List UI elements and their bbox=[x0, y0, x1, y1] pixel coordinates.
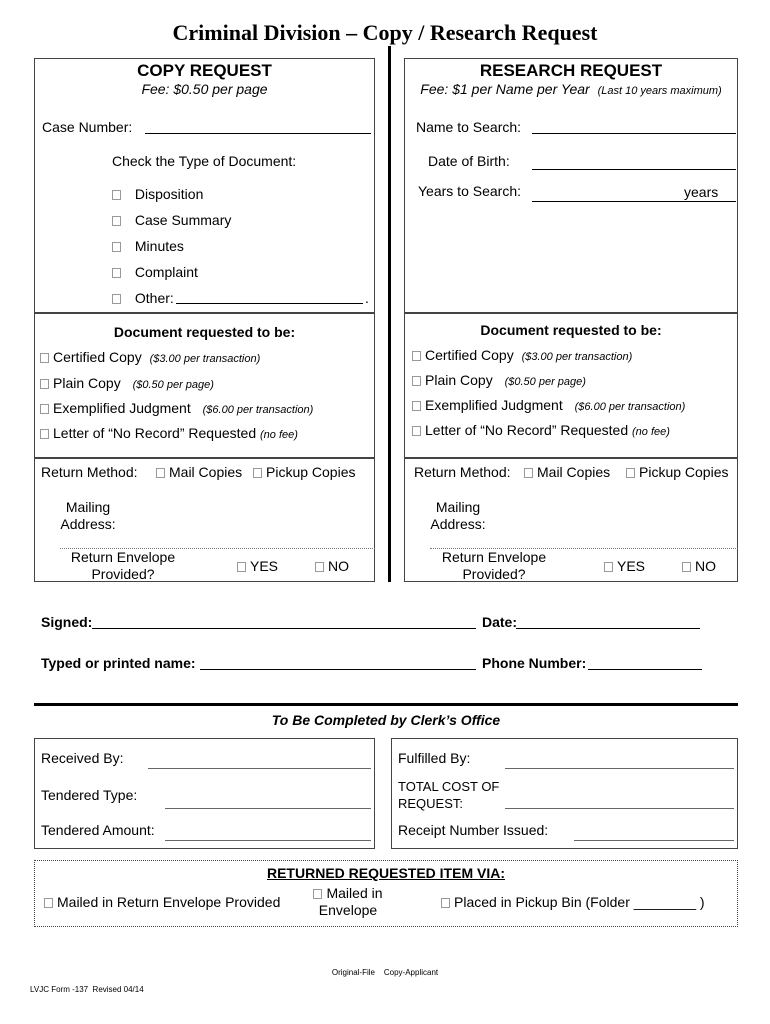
check-type-label: Check the Type of Document: bbox=[112, 153, 297, 169]
other-field[interactable] bbox=[176, 303, 363, 304]
doc-type-label: Other: bbox=[134, 290, 174, 306]
years-unit: years bbox=[684, 184, 719, 200]
option-label: Placed in Pickup Bin (Folder ________ ) bbox=[454, 894, 705, 910]
copy-fee: Fee: $0.50 per page bbox=[141, 81, 268, 97]
research-envelope-label bbox=[433, 549, 555, 583]
option-note: ($3.00 per transaction) bbox=[521, 351, 633, 363]
return-mail-option[interactable] bbox=[156, 464, 242, 480]
date-of-birth-label: Date of Birth: bbox=[428, 153, 510, 169]
checkbox-icon[interactable] bbox=[604, 562, 613, 572]
envelope-no-option[interactable] bbox=[315, 558, 349, 574]
return-method-label: Return Method: bbox=[41, 464, 138, 480]
envelope-label-line2: Provided? bbox=[91, 566, 155, 582]
date-field[interactable] bbox=[516, 628, 700, 629]
fulfilled-by-field[interactable] bbox=[505, 768, 734, 769]
total-cost-line1: TOTAL COST OF bbox=[398, 779, 500, 794]
phone-number-field[interactable] bbox=[588, 669, 702, 670]
received-by-label: Received By: bbox=[41, 750, 124, 766]
option-note: ($0.50 per page) bbox=[132, 379, 214, 391]
option-note: ($6.00 per transaction) bbox=[202, 404, 314, 416]
tendered-type-field[interactable] bbox=[165, 808, 371, 809]
research-return-method-label: Return Method: bbox=[414, 464, 511, 480]
tendered-type-label: Tendered Type: bbox=[41, 787, 138, 803]
checkbox-icon[interactable] bbox=[412, 376, 421, 386]
doc-type-disposition[interactable] bbox=[112, 186, 203, 202]
mailing-label-line2: Address: bbox=[430, 516, 486, 532]
years-to-search-field[interactable] bbox=[532, 201, 736, 202]
research-no-record-option[interactable] bbox=[412, 422, 670, 438]
mailing-address-label bbox=[52, 499, 124, 533]
research-envelope-yes-option[interactable] bbox=[604, 558, 645, 574]
checkbox-icon[interactable] bbox=[112, 216, 121, 226]
option-label: Mailed in bbox=[326, 885, 383, 901]
other-dot: . bbox=[365, 290, 369, 306]
fulfilled-by-label: Fulfilled By: bbox=[398, 750, 471, 766]
doc-type-complaint[interactable] bbox=[112, 264, 198, 280]
mailing-label-line2: Address: bbox=[60, 516, 116, 532]
footer-form-number: LVJC Form -137 Revised 04/14 bbox=[30, 985, 144, 994]
option-label: Pickup Copies bbox=[266, 464, 356, 480]
checkbox-icon[interactable] bbox=[412, 351, 421, 361]
total-cost-field[interactable] bbox=[505, 808, 734, 809]
research-exemplified-option[interactable] bbox=[412, 397, 685, 413]
checkbox-icon[interactable] bbox=[412, 426, 421, 436]
option-note: ($6.00 per transaction) bbox=[574, 401, 686, 413]
checkbox-icon[interactable] bbox=[253, 468, 262, 478]
envelope-label-line1: Return Envelope bbox=[70, 549, 176, 565]
tendered-amount-label: Tendered Amount: bbox=[41, 822, 155, 838]
research-request-heading: RESEARCH REQUEST bbox=[479, 61, 663, 80]
option-note: ($3.00 per transaction) bbox=[149, 353, 261, 365]
option-label: Exemplified Judgment bbox=[53, 400, 191, 416]
total-cost-line2: REQUEST: bbox=[398, 796, 464, 811]
research-requested-heading: Document requested to be: bbox=[480, 322, 662, 338]
checkbox-icon[interactable] bbox=[112, 268, 121, 278]
checkbox-icon[interactable] bbox=[412, 401, 421, 411]
option-label: Letter of “No Record” Requested bbox=[53, 425, 257, 441]
checkbox-icon[interactable] bbox=[112, 242, 121, 252]
research-return-mail-option[interactable] bbox=[524, 464, 610, 480]
mailing-label-line1: Mailing bbox=[435, 499, 481, 515]
mailed-in-envelope-option[interactable] bbox=[310, 885, 386, 919]
option-label: Plain Copy bbox=[425, 372, 493, 388]
signed-label: Signed: bbox=[41, 614, 93, 630]
mailed-return-envelope-option[interactable] bbox=[44, 894, 280, 910]
copy-request-heading: COPY REQUEST bbox=[137, 61, 272, 80]
doc-type-minutes[interactable] bbox=[112, 238, 184, 254]
total-cost-label bbox=[398, 778, 499, 812]
receipt-number-label: Receipt Number Issued: bbox=[398, 822, 549, 838]
option-note: (no fee) bbox=[260, 429, 298, 441]
clerk-heading: To Be Completed by Clerk’s Office bbox=[271, 712, 501, 728]
copy-certified-option[interactable] bbox=[40, 349, 260, 365]
doc-type-label: Case Summary bbox=[134, 212, 232, 228]
research-mailing-address-label bbox=[422, 499, 494, 533]
option-label: Exemplified Judgment bbox=[425, 397, 563, 413]
research-fee bbox=[404, 81, 738, 97]
option-note: (no fee) bbox=[632, 426, 670, 438]
doc-type-other[interactable] bbox=[112, 290, 174, 306]
option-label: Mail Copies bbox=[537, 464, 611, 480]
option-label: Letter of “No Record” Requested bbox=[425, 422, 629, 438]
copy-requested-heading: Document requested to be: bbox=[113, 324, 296, 340]
envelope-label-line2: Provided? bbox=[462, 566, 526, 582]
research-plain-option[interactable] bbox=[412, 372, 586, 388]
case-number-label: Case Number: bbox=[42, 119, 133, 135]
pickup-bin-option[interactable] bbox=[441, 894, 705, 910]
typed-name-label: Typed or printed name: bbox=[41, 655, 196, 671]
checkbox-icon[interactable] bbox=[44, 898, 53, 908]
returned-via-heading: RETURNED REQUESTED ITEM VIA: bbox=[266, 865, 505, 881]
envelope-label-line1: Return Envelope bbox=[441, 549, 547, 565]
footer-copies: Original-File Copy-Applicant bbox=[331, 968, 439, 977]
envelope-yes-option[interactable] bbox=[237, 558, 278, 574]
option-label: YES bbox=[250, 558, 279, 574]
option-label: Mail Copies bbox=[169, 464, 243, 480]
received-by-field[interactable] bbox=[148, 768, 371, 769]
return-pickup-option[interactable] bbox=[253, 464, 356, 480]
doc-type-case-summary[interactable] bbox=[112, 212, 231, 228]
receipt-number-field[interactable] bbox=[574, 840, 734, 841]
checkbox-icon[interactable] bbox=[40, 353, 49, 363]
tendered-amount-field[interactable] bbox=[165, 840, 371, 841]
option-label: Plain Copy bbox=[53, 375, 121, 391]
option-label: YES bbox=[617, 558, 646, 574]
name-to-search-label: Name to Search: bbox=[416, 119, 522, 135]
checkbox-icon[interactable] bbox=[112, 190, 121, 200]
checkbox-icon[interactable] bbox=[315, 562, 324, 572]
envelope-label bbox=[62, 549, 184, 583]
date-label: Date: bbox=[482, 614, 518, 630]
center-divider bbox=[388, 46, 391, 582]
option-label: Certified Copy bbox=[53, 349, 142, 365]
option-label: Mailed in Return Envelope Provided bbox=[57, 894, 281, 910]
copy-plain-option[interactable] bbox=[40, 375, 214, 391]
option-note: ($0.50 per page) bbox=[504, 376, 586, 388]
phone-number-label: Phone Number: bbox=[482, 655, 587, 671]
checkbox-icon[interactable] bbox=[313, 889, 322, 899]
date-of-birth-field[interactable] bbox=[532, 169, 736, 170]
option-label: NO bbox=[328, 558, 349, 574]
option-label: NO bbox=[695, 558, 716, 574]
research-envelope-no-option[interactable] bbox=[682, 558, 716, 574]
years-to-search-label: Years to Search: bbox=[418, 183, 521, 199]
case-number-field[interactable] bbox=[145, 133, 371, 134]
checkbox-icon[interactable] bbox=[441, 898, 450, 908]
option-label-line2: Envelope bbox=[318, 902, 378, 918]
copy-exemplified-option[interactable] bbox=[40, 400, 313, 416]
option-label: Certified Copy bbox=[425, 347, 514, 363]
doc-type-label: Disposition bbox=[134, 186, 204, 202]
checkbox-icon[interactable] bbox=[112, 294, 121, 304]
checkbox-icon[interactable] bbox=[524, 468, 533, 478]
checkbox-icon[interactable] bbox=[237, 562, 246, 572]
typed-name-field[interactable] bbox=[200, 669, 476, 670]
form-title: Criminal Division – Copy / Research Request bbox=[172, 20, 598, 45]
research-fee-note: (Last 10 years maximum) bbox=[597, 85, 722, 97]
checkbox-icon[interactable] bbox=[40, 404, 49, 414]
doc-type-label: Complaint bbox=[134, 264, 198, 280]
checkbox-icon[interactable] bbox=[156, 468, 165, 478]
research-certified-option[interactable] bbox=[412, 347, 632, 363]
checkbox-icon[interactable] bbox=[626, 468, 635, 478]
research-return-pickup-option[interactable] bbox=[626, 464, 729, 480]
clerk-separator bbox=[34, 703, 738, 706]
doc-type-label: Minutes bbox=[134, 238, 184, 254]
copy-no-record-option[interactable] bbox=[40, 425, 298, 441]
checkbox-icon[interactable] bbox=[682, 562, 691, 572]
research-fee-text: Fee: $1 per Name per Year bbox=[420, 81, 590, 97]
signed-field[interactable] bbox=[92, 628, 476, 629]
checkbox-icon[interactable] bbox=[40, 429, 49, 439]
name-to-search-field[interactable] bbox=[532, 133, 736, 134]
option-label: Pickup Copies bbox=[639, 464, 729, 480]
checkbox-icon[interactable] bbox=[40, 379, 49, 389]
mailing-label-line1: Mailing bbox=[65, 499, 111, 515]
